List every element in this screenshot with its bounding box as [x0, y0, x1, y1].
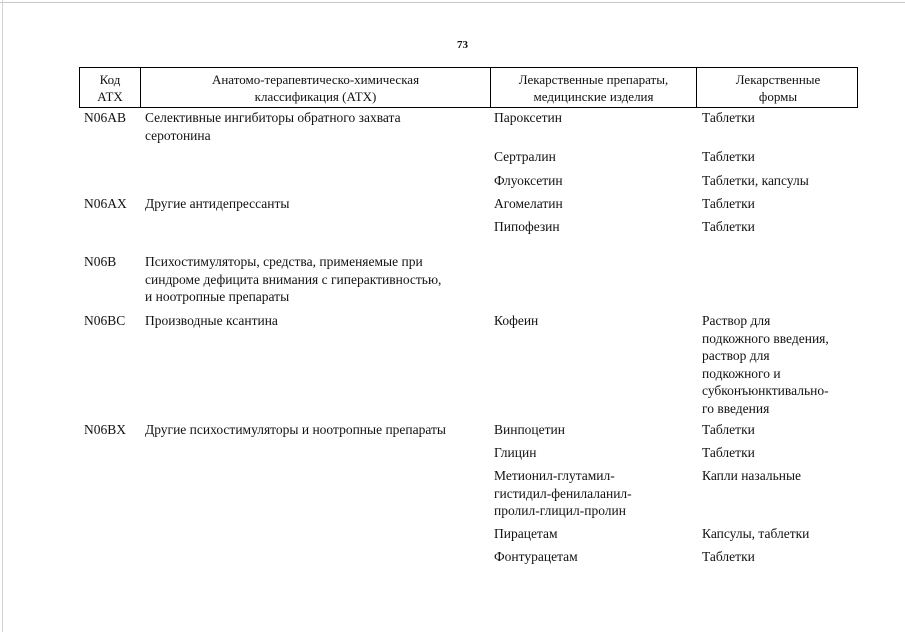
header-drugs: Лекарственные препараты, медицинские изделия	[490, 68, 696, 107]
cell-drug: Сертралин	[494, 149, 556, 164]
cell-classification	[139, 444, 489, 467]
cell-code	[79, 148, 139, 172]
cell-drug: Фонтурацетам	[494, 549, 578, 564]
cell-drug: Кофеин	[494, 313, 539, 328]
header-code: Код АТХ	[97, 71, 123, 104]
scan-edge-top	[0, 2, 905, 3]
cell-code	[79, 467, 139, 525]
table-row	[79, 218, 858, 240]
table-row	[79, 548, 858, 570]
cell-drug: Агомелатин	[494, 196, 563, 211]
cell-form: Капли назальные	[702, 468, 802, 483]
page-number: 73	[457, 39, 468, 51]
cell-form: Таблетки	[702, 549, 755, 564]
cell-drug: Флуоксетин	[494, 173, 563, 188]
table-row	[79, 444, 858, 467]
header-forms: Лекарственные формы	[696, 68, 859, 107]
cell-form: Таблетки	[702, 149, 755, 164]
cell-classification: Селективные ингибиторы обратного захвата серотонина	[145, 110, 401, 143]
cell-code	[79, 525, 139, 548]
cell-drug: Пароксетин	[494, 110, 562, 125]
cell-classification	[139, 525, 489, 548]
cell-classification	[139, 548, 489, 570]
table-row	[79, 109, 858, 148]
cell-drug: Глицин	[494, 445, 537, 460]
cell-form: Таблетки	[702, 110, 755, 125]
table-header	[79, 67, 858, 108]
cell-form: Таблетки	[702, 196, 755, 211]
cell-form: Таблетки	[702, 219, 755, 234]
cell-form: Капсулы, таблетки	[702, 526, 810, 541]
cell-classification: Другие антидепрессанты	[145, 196, 290, 211]
table-body	[79, 108, 858, 570]
cell-code	[79, 218, 139, 240]
table-row	[79, 172, 858, 195]
cell-drug	[489, 253, 695, 312]
cell-classification: Другие психостимуляторы и ноотропные препараты	[145, 422, 446, 437]
cell-code	[79, 172, 139, 195]
cell-form	[695, 253, 858, 312]
cell-classification	[139, 148, 489, 172]
cell-drug: Пирацетам	[494, 526, 558, 541]
table-row	[79, 195, 858, 218]
cell-drug: Винпоцетин	[494, 422, 565, 437]
cell-drug: Пипофезин	[494, 219, 560, 234]
cell-code: N06BX	[84, 422, 127, 437]
table-row	[79, 312, 858, 421]
cell-code	[79, 548, 139, 570]
cell-classification	[139, 172, 489, 195]
table-row	[79, 148, 858, 172]
scan-edge-left	[2, 0, 3, 632]
table-row	[79, 421, 858, 444]
cell-code: N06B	[84, 254, 117, 269]
cell-code: N06AB	[84, 110, 127, 125]
table-row	[79, 253, 858, 312]
cell-form: Раствор для подкожного введения, раствор для подкожного и субконъюнктивально- го введения	[702, 313, 829, 416]
cell-code	[79, 444, 139, 467]
cell-code: N06BC	[84, 313, 126, 328]
cell-form: Таблетки, капсулы	[702, 173, 809, 188]
cell-form: Таблетки	[702, 422, 755, 437]
cell-code: N06AX	[84, 196, 127, 211]
cell-drug: Метионил-глутамил- гистидил-фенилаланил- пролил-глицил-пролин	[494, 468, 632, 518]
table-row	[79, 525, 858, 548]
table-row	[79, 467, 858, 525]
cell-classification: Производные ксантина	[145, 313, 278, 328]
cell-form: Таблетки	[702, 445, 755, 460]
header-classification: Анатомо-терапевтическо-химическая классификация (АТХ)	[140, 68, 490, 107]
cell-classification	[139, 218, 489, 240]
cell-classification: Психостимуляторы, средства, применяемые при синдроме дефицита внимания с гиперактивностью, и ноотропные препараты	[145, 254, 442, 304]
cell-classification	[139, 467, 489, 525]
